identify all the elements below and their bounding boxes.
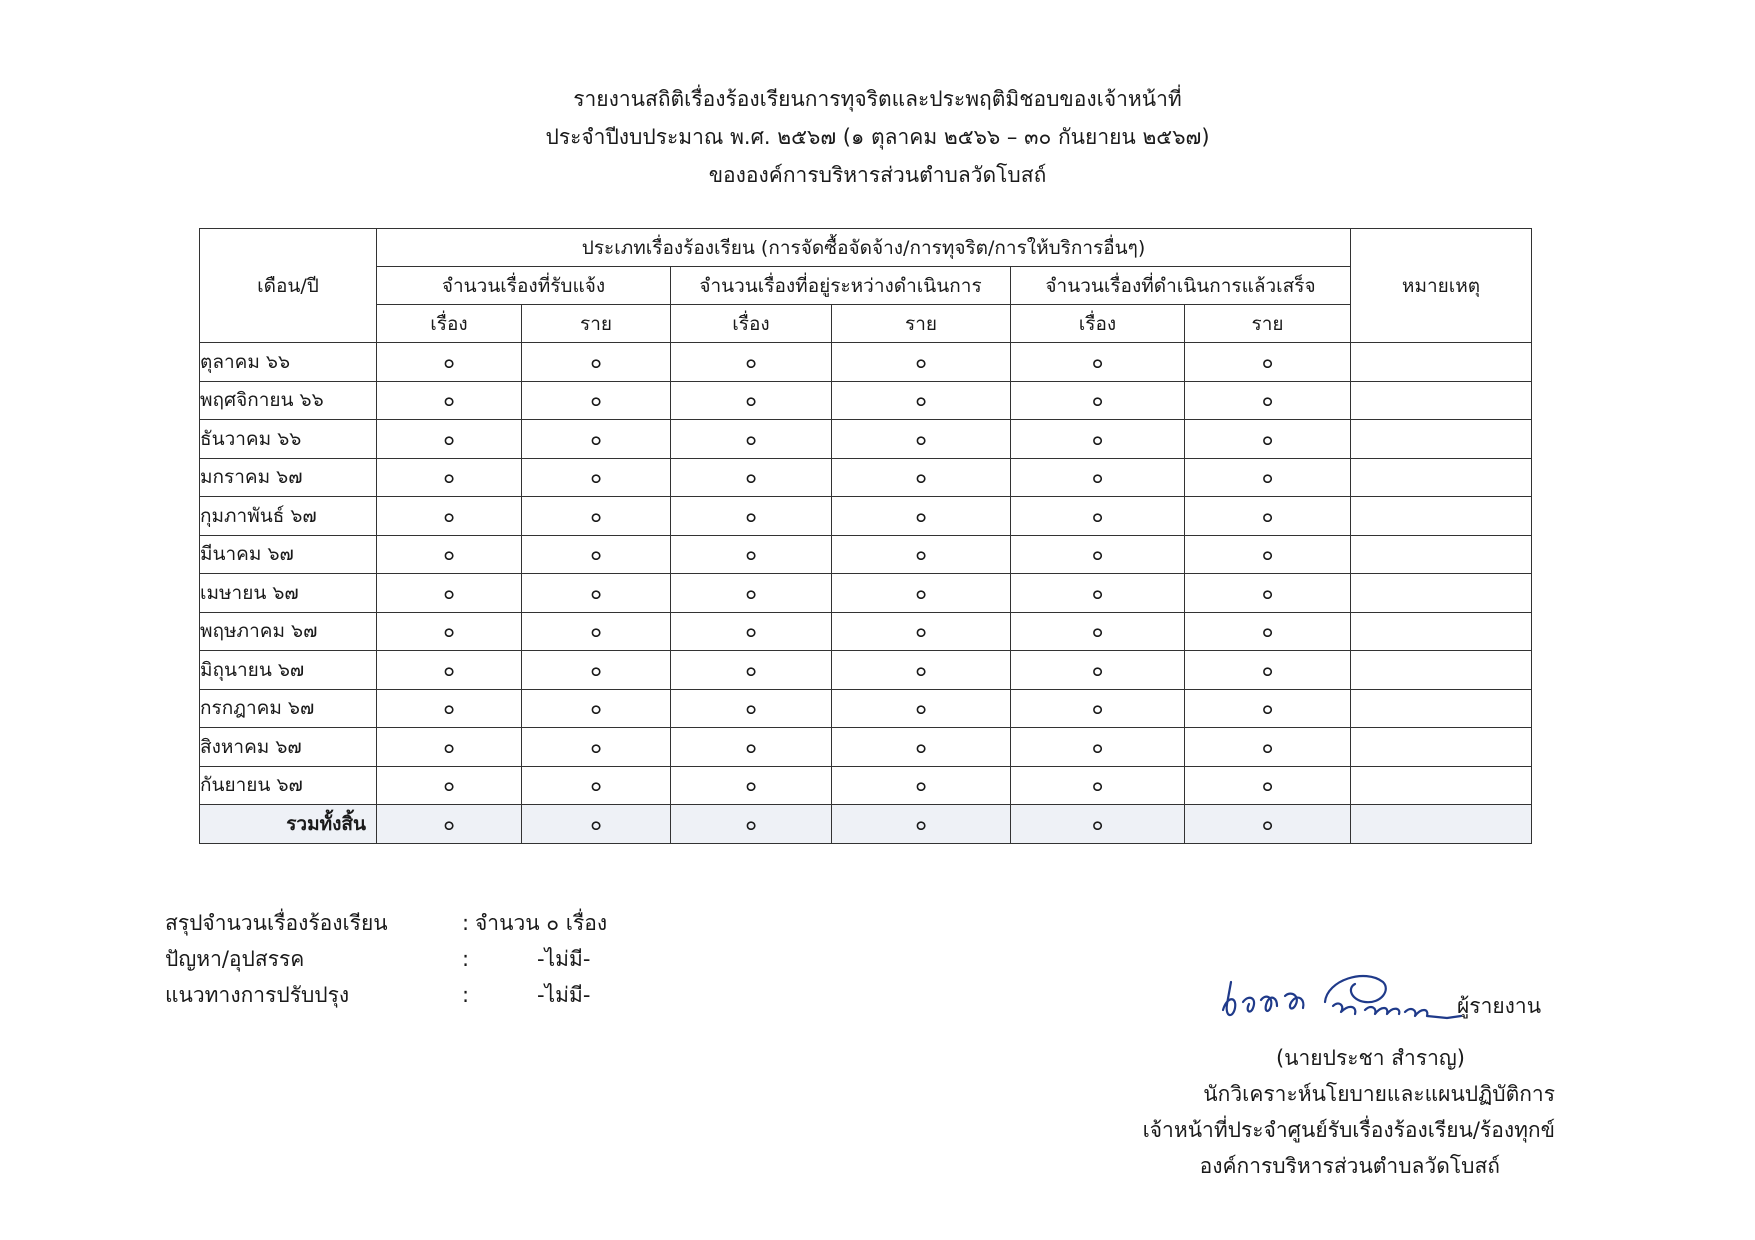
header-month: เดือน/ปี	[200, 229, 377, 343]
value-cell: ๐	[522, 343, 671, 382]
value-cell: ๐	[522, 651, 671, 690]
remark-cell	[1351, 766, 1532, 805]
table-row	[200, 651, 1532, 690]
report-title-line-2: ประจำปีงบประมาณ พ.ศ. ๒๕๖๗ (๑ ตุลาคม ๒๕๖๖ – ๓๐ กันยายน ๒๕๖๗)	[545, 125, 1210, 149]
value-cell: ๐	[1011, 458, 1185, 497]
value-cell: ๐	[522, 689, 671, 728]
total-value-cell: ๐	[1185, 805, 1351, 844]
value-cell: ๐	[671, 728, 832, 767]
header-in-progress: จำนวนเรื่องที่อยู่ระหว่างดำเนินการ	[671, 267, 1011, 305]
value-cell: ๐	[377, 574, 522, 613]
value-cell: ๐	[832, 420, 1011, 459]
value-cell: ๐	[1185, 458, 1351, 497]
month-cell: กันยายน ๖๗	[200, 766, 377, 805]
summary-value: จำนวน ๐ เรื่อง	[475, 911, 608, 935]
signer-duty: เจ้าหน้าที่ประจำศูนย์รับเรื่องร้องเรียน/ร้องทุกข์	[1142, 1118, 1555, 1142]
remark-cell	[1351, 458, 1532, 497]
remark-cell	[1351, 420, 1532, 459]
remark-cell	[1351, 689, 1532, 728]
value-cell: ๐	[832, 497, 1011, 536]
remark-cell	[1351, 381, 1532, 420]
value-cell: ๐	[671, 612, 832, 651]
signer-name: (นายประชา สำราญ)	[1275, 1046, 1465, 1070]
remark-cell	[1351, 343, 1532, 382]
value-cell: ๐	[1185, 420, 1351, 459]
remark-cell	[1351, 651, 1532, 690]
value-cell: ๐	[1185, 728, 1351, 767]
table-row	[200, 343, 1532, 382]
value-cell: ๐	[377, 420, 522, 459]
month-cell: กุมภาพันธ์ ๖๗	[200, 497, 377, 536]
value-cell: ๐	[522, 535, 671, 574]
value-cell: ๐	[1011, 612, 1185, 651]
value-cell: ๐	[522, 497, 671, 536]
value-cell: ๐	[832, 381, 1011, 420]
value-cell: ๐	[1185, 574, 1351, 613]
value-cell: ๐	[1011, 343, 1185, 382]
summary-colon: :	[462, 911, 470, 935]
value-cell: ๐	[522, 612, 671, 651]
month-cell: เมษายน ๖๗	[200, 574, 377, 613]
summary-colon: :	[462, 947, 470, 971]
summary-row-problems	[165, 941, 765, 977]
value-cell: ๐	[1185, 497, 1351, 536]
value-cell: ๐	[832, 728, 1011, 767]
value-cell: ๐	[671, 381, 832, 420]
header-remark: หมายเหตุ	[1351, 229, 1532, 343]
value-cell: ๐	[522, 766, 671, 805]
summary-label: สรุปจำนวนเรื่องร้องเรียน	[165, 911, 388, 935]
value-cell: ๐	[671, 343, 832, 382]
value-cell: ๐	[832, 343, 1011, 382]
value-cell: ๐	[1185, 766, 1351, 805]
summary-label: ปัญหา/อุปสรรค	[165, 947, 305, 971]
value-cell: ๐	[1011, 574, 1185, 613]
total-value-cell: ๐	[1011, 805, 1185, 844]
report-title-block	[0, 80, 1755, 194]
value-cell: ๐	[377, 728, 522, 767]
value-cell: ๐	[377, 651, 522, 690]
table-row	[200, 458, 1532, 497]
value-cell: ๐	[522, 381, 671, 420]
value-cell: ๐	[377, 612, 522, 651]
header-unit-person: ราย	[832, 305, 1011, 343]
total-label: รวมทั้งสิ้น	[200, 805, 377, 844]
total-remark-cell	[1351, 805, 1532, 844]
table-row	[200, 535, 1532, 574]
total-row	[200, 805, 1532, 844]
header-received: จำนวนเรื่องที่รับแจ้ง	[377, 267, 671, 305]
value-cell: ๐	[377, 381, 522, 420]
value-cell: ๐	[522, 574, 671, 613]
total-value-cell: ๐	[671, 805, 832, 844]
month-cell: กรกฎาคม ๖๗	[200, 689, 377, 728]
summary-value: -ไม่มี-	[537, 947, 591, 971]
table-header-row-2	[200, 267, 1532, 305]
value-cell: ๐	[832, 766, 1011, 805]
value-cell: ๐	[832, 535, 1011, 574]
value-cell: ๐	[1011, 535, 1185, 574]
signer-organization: องค์การบริหารส่วนตำบลวัดโบสถ์	[1199, 1154, 1500, 1178]
value-cell: ๐	[377, 689, 522, 728]
value-cell: ๐	[1011, 651, 1185, 690]
statistics-table	[199, 228, 1532, 844]
remark-cell	[1351, 728, 1532, 767]
month-cell: พฤษภาคม ๖๗	[200, 612, 377, 651]
value-cell: ๐	[671, 535, 832, 574]
remark-cell	[1351, 497, 1532, 536]
total-value-cell: ๐	[832, 805, 1011, 844]
table-row	[200, 381, 1532, 420]
reporter-role-label: ผู้รายงาน	[1457, 994, 1542, 1018]
total-value-cell: ๐	[522, 805, 671, 844]
table-row	[200, 497, 1532, 536]
value-cell: ๐	[522, 728, 671, 767]
value-cell: ๐	[377, 458, 522, 497]
remark-cell	[1351, 612, 1532, 651]
summary-colon: :	[462, 983, 470, 1007]
value-cell: ๐	[377, 766, 522, 805]
value-cell: ๐	[671, 651, 832, 690]
header-completed: จำนวนเรื่องที่ดำเนินการแล้วเสร็จ	[1011, 267, 1351, 305]
value-cell: ๐	[671, 574, 832, 613]
table-row	[200, 689, 1532, 728]
month-cell: ธันวาคม ๖๖	[200, 420, 377, 459]
table-row	[200, 574, 1532, 613]
table-row	[200, 420, 1532, 459]
value-cell: ๐	[377, 535, 522, 574]
header-unit-story: เรื่อง	[1011, 305, 1185, 343]
value-cell: ๐	[1185, 381, 1351, 420]
signer-details	[1095, 1040, 1555, 1184]
value-cell: ๐	[832, 612, 1011, 651]
value-cell: ๐	[377, 497, 522, 536]
summary-row-count	[165, 905, 765, 941]
month-cell: สิงหาคม ๖๗	[200, 728, 377, 767]
value-cell: ๐	[1011, 728, 1185, 767]
value-cell: ๐	[1011, 381, 1185, 420]
value-cell: ๐	[1185, 343, 1351, 382]
value-cell: ๐	[522, 420, 671, 459]
total-value-cell: ๐	[377, 805, 522, 844]
value-cell: ๐	[832, 651, 1011, 690]
value-cell: ๐	[671, 766, 832, 805]
value-cell: ๐	[671, 497, 832, 536]
table-row	[200, 612, 1532, 651]
value-cell: ๐	[671, 420, 832, 459]
value-cell: ๐	[832, 574, 1011, 613]
header-complaint-type: ประเภทเรื่องร้องเรียน (การจัดซื้อจัดจ้าง/การทุจริต/การให้บริการอื่นๆ)	[377, 229, 1351, 267]
value-cell: ๐	[1011, 766, 1185, 805]
value-cell: ๐	[832, 689, 1011, 728]
value-cell: ๐	[522, 458, 671, 497]
value-cell: ๐	[671, 689, 832, 728]
header-unit-story: เรื่อง	[377, 305, 522, 343]
value-cell: ๐	[832, 458, 1011, 497]
value-cell: ๐	[1011, 689, 1185, 728]
table-row	[200, 766, 1532, 805]
header-unit-story: เรื่อง	[671, 305, 832, 343]
value-cell: ๐	[1185, 612, 1351, 651]
table-row	[200, 728, 1532, 767]
value-cell: ๐	[1011, 420, 1185, 459]
month-cell: พฤศจิกายน ๖๖	[200, 381, 377, 420]
summary-value: -ไม่มี-	[537, 983, 591, 1007]
table-header-row-1	[200, 229, 1532, 267]
report-title-line-1: รายงานสถิติเรื่องร้องเรียนการทุจริตและประพฤติมิชอบของเจ้าหน้าที่	[573, 87, 1182, 111]
summary-section	[165, 905, 765, 1013]
value-cell: ๐	[1185, 651, 1351, 690]
remark-cell	[1351, 535, 1532, 574]
header-unit-person: ราย	[1185, 305, 1351, 343]
value-cell: ๐	[671, 458, 832, 497]
remark-cell	[1351, 574, 1532, 613]
header-unit-person: ราย	[522, 305, 671, 343]
summary-row-improvements	[165, 977, 765, 1013]
value-cell: ๐	[1011, 497, 1185, 536]
month-cell: ตุลาคม ๖๖	[200, 343, 377, 382]
signer-position: นักวิเคราะห์นโยบายและแผนปฏิบัติการ	[1203, 1082, 1555, 1106]
month-cell: มีนาคม ๖๗	[200, 535, 377, 574]
summary-label: แนวทางการปรับปรุง	[165, 983, 350, 1007]
value-cell: ๐	[1185, 535, 1351, 574]
month-cell: มิถุนายน ๖๗	[200, 651, 377, 690]
value-cell: ๐	[1185, 689, 1351, 728]
table-body	[200, 343, 1532, 844]
report-title-line-3: ขององค์การบริหารส่วนตำบลวัดโบสถ์	[708, 163, 1047, 187]
month-cell: มกราคม ๖๗	[200, 458, 377, 497]
table-header-row-3	[200, 305, 1532, 343]
value-cell: ๐	[377, 343, 522, 382]
